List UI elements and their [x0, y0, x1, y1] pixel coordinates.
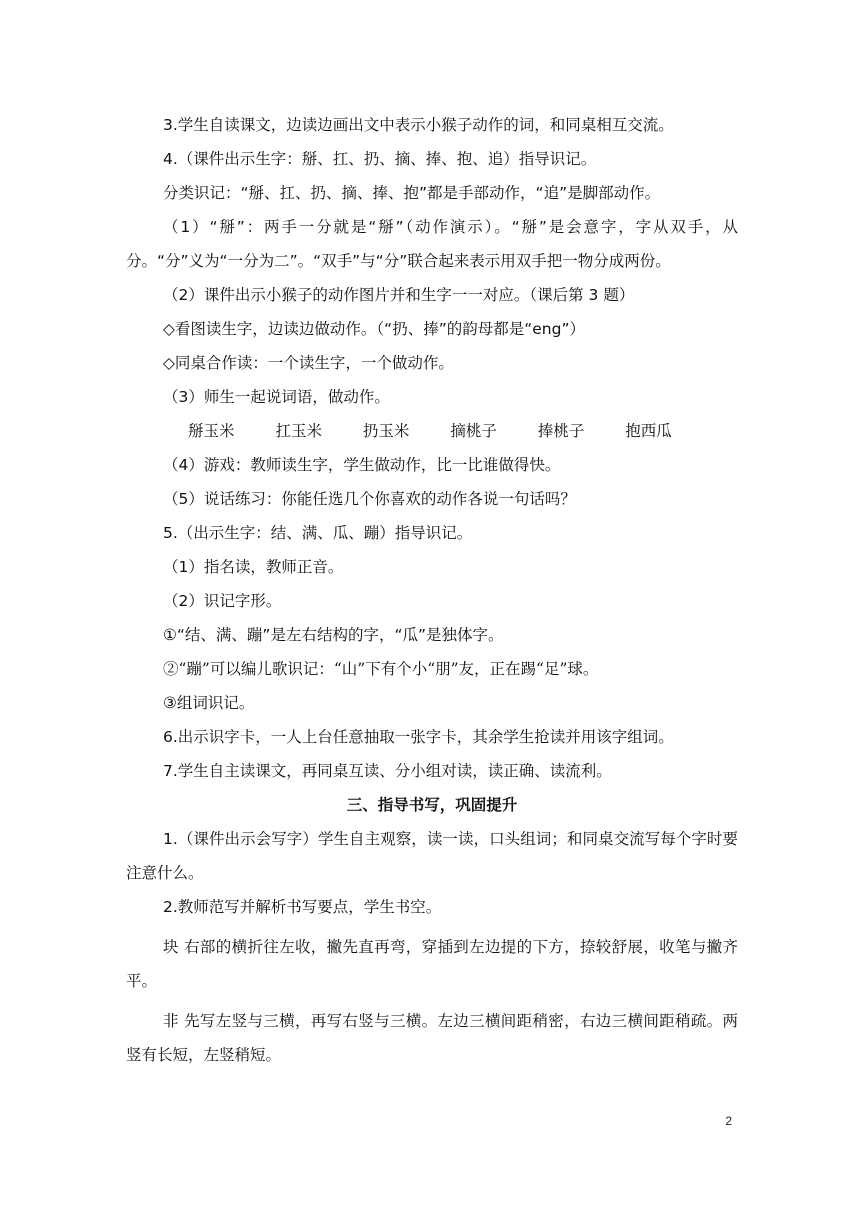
word-list: [126, 414, 738, 448]
page-number: 2: [725, 1114, 732, 1128]
paragraph: 分类识记：“掰、扛、扔、摘、捧、抱”都是手部动作，“追”是脚部动作。: [163, 184, 661, 202]
paragraph: （2）课件出示小猴子的动作图片并和生字一一对应。（课后第 3 题）: [163, 286, 635, 304]
paragraph: ◇同桌合作读：一个读生字，一个做动作。: [163, 354, 454, 372]
paragraph: 6.出示识字卡，一人上台任意抽取一张字卡，其余学生抢读并用该字组词。: [163, 728, 674, 746]
paragraph: 1.（课件出示会写字）学生自主观察，读一读，口头组词；和同桌交流写每个字时要注意什么。: [126, 830, 738, 882]
word-item: 扔玉米: [362, 422, 410, 440]
section-heading: 三、指导书写，巩固提升: [346, 796, 518, 814]
paragraph: 7.学生自主读课文，再同桌互读、分小组对读，读正确、读流利。: [163, 762, 612, 780]
paragraph: （2）识记字形。: [163, 592, 282, 610]
paragraph: 4.（课件出示生字：掰、扛、扔、摘、捧、抱、追）指导识记。: [163, 150, 597, 168]
paragraph: ③组词识记。: [163, 694, 255, 712]
paragraph: ②“蹦”可以编儿歌识记：“山”下有个小“朋”友，正在踢“足”球。: [163, 660, 599, 678]
paragraph: 3.学生自读课文，边读边画出文中表示小猴子动作的词，和同桌相互交流。: [163, 116, 674, 134]
paragraph: （1）“掰”：两手一分就是“掰”（动作演示）。“掰”是会意字，字从双手，从分。“分”义为“一分为二”。“双手”与“分”联合起来表示用双手把一物分成两份。: [126, 218, 738, 270]
word-item: 抱西瓜: [625, 422, 672, 440]
paragraph: （1）指名读，教师正音。: [163, 558, 344, 576]
word-item: 掰玉米: [188, 422, 235, 440]
paragraph: （3）师生一起说词语，做动作。: [163, 388, 390, 406]
word-item: 摘桃子: [450, 422, 497, 440]
paragraph: 2.教师范写并解析书写要点，学生书空。: [163, 898, 442, 916]
paragraph: （5）说话练习：你能任选几个你喜欢的动作各说一句话吗？: [163, 490, 576, 508]
paragraph: 非 先写左竖与三横，再写右竖与三横。左边三横间距稍密，右边三横间距稍疏。两竖有长短，左竖稍短。: [126, 1012, 738, 1064]
paragraph: ①“结、满、蹦”是左右结构的字，“瓜”是独体字。: [163, 626, 504, 644]
paragraph: 5.（出示生字：结、满、瓜、蹦）指导识记。: [163, 524, 473, 542]
word-item: 扛玉米: [275, 422, 322, 440]
paragraph: 块 右部的横折往左收，撇先直再弯，穿插到左边提的下方，捺较舒展，收笔与撇齐平。: [126, 938, 738, 990]
document-body: [126, 108, 738, 1072]
paragraph: ◇看图读生字，边读边做动作。（“扔、捧”的韵母都是“eng”）: [163, 320, 585, 338]
word-item: 捧桃子: [537, 422, 585, 440]
paragraph: （4）游戏：教师读生字，学生做动作，比一比谁做得快。: [163, 456, 561, 474]
